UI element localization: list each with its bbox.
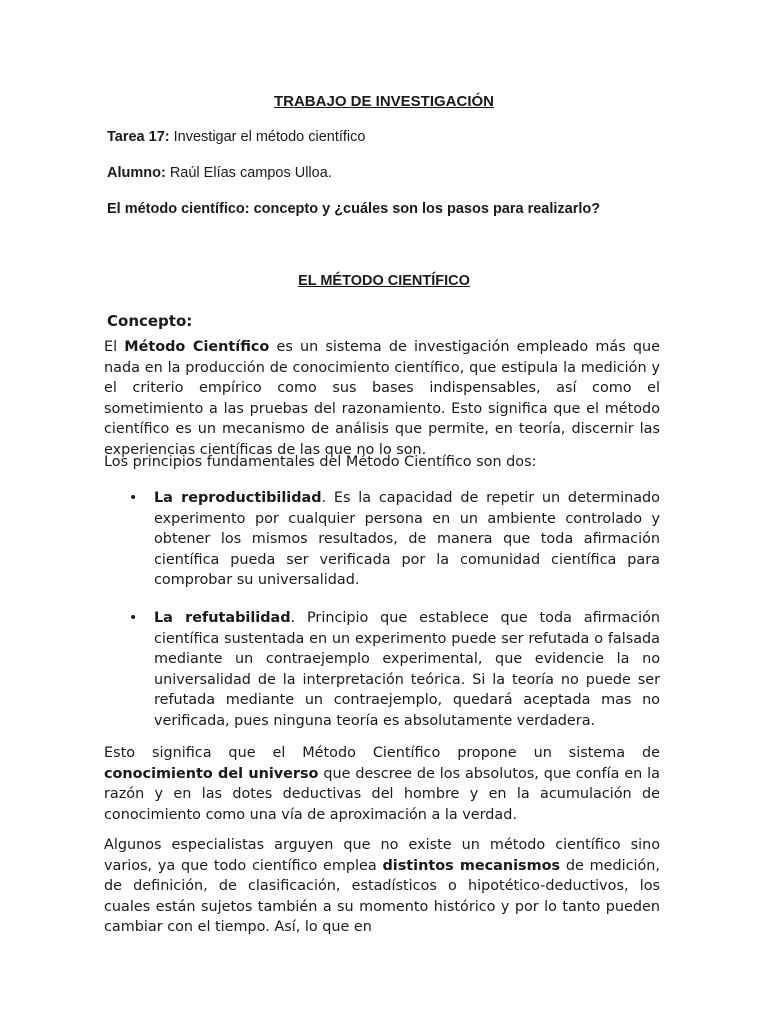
bullet-refutability-title: La refutabilidad — [154, 610, 291, 626]
paragraph-universe-bold: conocimiento del universo — [104, 765, 319, 782]
bullet-marker: • — [129, 610, 138, 626]
paragraph-principles-intro — [104, 452, 660, 473]
bullet-reproducibility-text: . Es la capacidad de repetir un determinado experimento por cualquier persona en un ambiente controlado y obtener los mismos resultados, de manera que toda afirmación científica pueda ser verificada por la comunidad científica para comprobar su universalidad. — [154, 490, 660, 588]
paragraph-definition-rest: es un sistema de investigación empleado más que nada en la producción de conocimiento científico, que estipula la medición y el criterio empírico como sus bases indispensables, así como el sometimiento a las pruebas del razonamiento. Esto significa que el método científico es un mecanismo de análisis que permite, en teoría, discernir las experiencias científicas de las que no lo son. — [104, 339, 660, 458]
bullet-marker: • — [129, 490, 138, 506]
task-value: Investigar el método científico — [173, 129, 366, 145]
paragraph-universe — [104, 743, 660, 825]
paragraph-definition-intro: El — [104, 339, 125, 355]
student-line — [107, 165, 332, 181]
paragraph-specialists-bold: distintos mecanismos — [382, 857, 561, 874]
paragraph-universe-part1: Esto significa que el Método Científico propone un sistema de — [104, 745, 660, 761]
bullet-refutability-text: . Principio que establece que toda afirmación científica sustentada en un experimento puede ser refutada o falsada mediante un contraejemplo experimental, que evidencie la no universalidad de la interpretación teórica. Si la teoría no puede ser refutada mediante un contraejemplo, quedará aceptada mas no verificada, pues ninguna teoría es absolutamente verdadera. — [154, 610, 660, 729]
task-label: Tarea 17: — [107, 129, 170, 145]
task-line — [107, 129, 365, 145]
paragraph-definition-bold: Método Científico — [124, 339, 270, 355]
bullet-refutability — [154, 608, 660, 731]
paragraph-specialists — [104, 835, 660, 938]
concept-heading: Concepto: — [107, 312, 193, 330]
paragraph-principles-text: Los principios fundamentales del Método Científico son dos: — [104, 454, 537, 470]
section-title: EL MÉTODO CIENTÍFICO — [298, 273, 470, 289]
research-question: El método científico: concepto y ¿cuáles son los pasos para realizarlo? — [107, 201, 601, 217]
paragraph-specialists-part2: de medición, de definición, de clasificación, estadísticos o hipotético-deductivos, los cuales están sujetos también a su momento histórico y por lo tanto pueden cambiar con el tiempo. Así, lo que en — [104, 857, 660, 935]
student-label: Alumno: — [107, 165, 166, 181]
student-value: Raúl Elías campos Ulloa. — [169, 165, 332, 181]
paragraph-definition — [104, 337, 660, 460]
bullet-reproducibility — [154, 488, 660, 591]
bullet-reproducibility-title: La reproductibilidad — [154, 490, 322, 506]
paragraph-specialists-part1: Algunos especialistas arguyen que no existe un método científico sino varios, ya que todo científico emplea — [104, 837, 660, 874]
document-title: TRABAJO DE INVESTIGACIÓN — [273, 93, 495, 110]
paragraph-universe-part2: que descree de los absolutos, que confía en la razón y en las dotes deductivas del hombre y en la acumulación de conocimiento como una vía de aproximación a la verdad. — [104, 765, 660, 823]
